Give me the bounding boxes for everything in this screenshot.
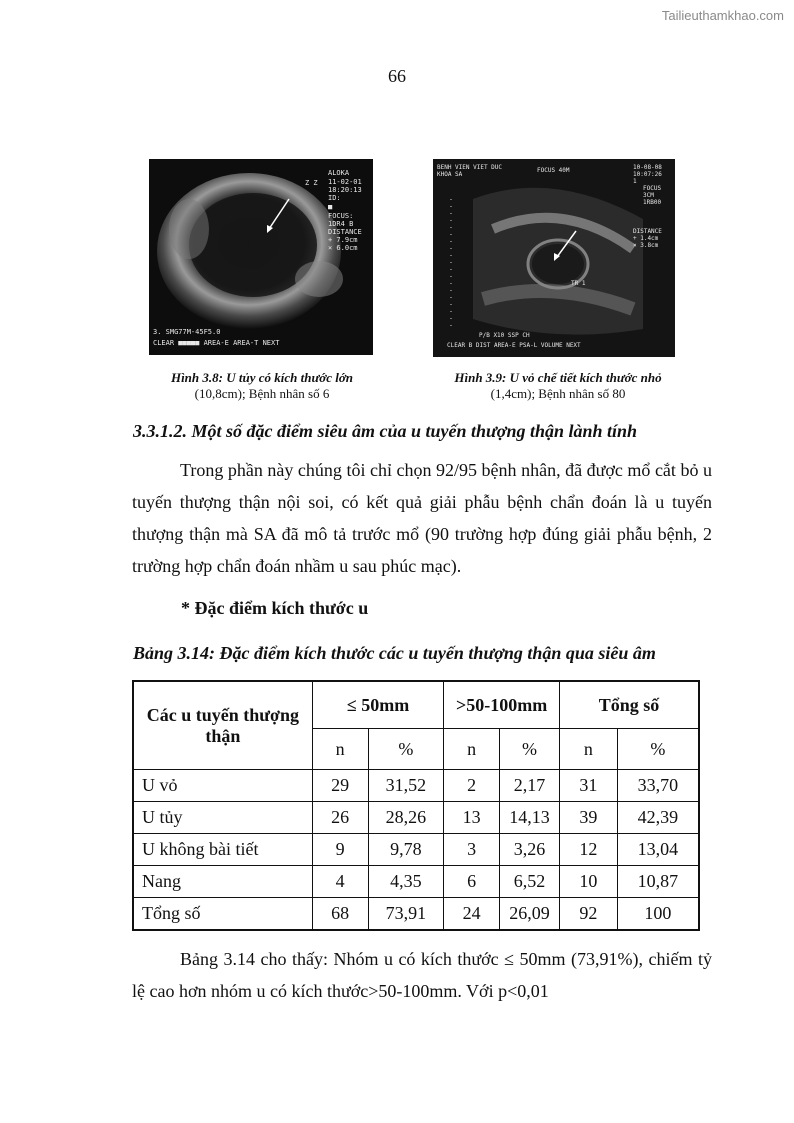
overlay-text: 10:07:26 xyxy=(633,171,662,178)
overlay-text: 3. SMG77M-45F5.0 xyxy=(153,328,221,336)
column-subheader: n xyxy=(312,729,368,770)
table-row xyxy=(133,866,699,898)
section-heading: 3.3.1.2. Một số đặc điểm siêu âm của u tuyến thượng thận lành tính xyxy=(133,421,638,441)
table-row xyxy=(133,834,699,866)
table-cell: 9 xyxy=(312,834,368,866)
table-cell: 3 xyxy=(444,834,500,866)
table-row xyxy=(133,898,699,931)
row-label: Nang xyxy=(133,866,312,898)
overlay-text: TR 1 xyxy=(571,280,586,287)
page-number: 66 xyxy=(388,66,406,86)
figure-caption xyxy=(140,370,384,402)
table-cell: 29 xyxy=(312,770,368,802)
overlay-text: 18:20:13 xyxy=(328,186,362,194)
ultrasound-image-medulla-tumor xyxy=(149,159,373,355)
body-paragraph: Trong phần này chúng tôi chỉ chọn 92/95 bệnh nhân, đã được mổ cắt bỏ u tuyến thượng thận nội soi, có kết quả giải phẫu bệnh chẩn đoán là u tuyến thượng thận mà SA đã mô tả trước mổ (90 trường hợp đúng giải phẫu bệnh, 2 trường hợp chẩn đoán nhầm u sau phúc mạc). xyxy=(132,460,712,576)
body-paragraph: Bảng 3.14 cho thấy: Nhóm u có kích thước ≤ 50mm (73,91%), chiếm tỷ lệ cao hơn nhóm u có kích thước>50-100mm. Với p<0,01 xyxy=(132,949,712,1001)
column-subheader: % xyxy=(368,729,444,770)
column-group-header: ≤ 50mm xyxy=(312,681,444,729)
overlay-text: × 6.0cm xyxy=(328,244,358,252)
row-label: Tổng số xyxy=(133,898,312,931)
table-cell: 14,13 xyxy=(500,802,560,834)
row-label: U không bài tiết xyxy=(133,834,312,866)
row-header-cell: Các u tuyến thượng thận xyxy=(133,681,312,770)
table-cell: 39 xyxy=(559,802,617,834)
figure-caption-subtitle: (10,8cm); Bệnh nhân số 6 xyxy=(194,386,330,401)
overlay-text: 11-02-01 xyxy=(328,178,362,186)
row-label: U tủy xyxy=(133,802,312,834)
overlay-text: BENH VIEN VIET DUC xyxy=(437,164,503,171)
overlay-text: Z Z xyxy=(305,179,318,187)
table-cell: 6 xyxy=(444,866,500,898)
tumor-size-table xyxy=(132,680,700,931)
figure-caption-subtitle: (1,4cm); Bệnh nhân số 80 xyxy=(490,386,626,401)
table-cell: 68 xyxy=(312,898,368,931)
table-cell: 10,87 xyxy=(617,866,699,898)
table-cell: 2,17 xyxy=(500,770,560,802)
table-cell: 12 xyxy=(559,834,617,866)
table-cell: 13,04 xyxy=(617,834,699,866)
overlay-text: DISTANCE xyxy=(633,228,662,235)
column-group-header: >50-100mm xyxy=(444,681,560,729)
table-cell: 100 xyxy=(617,898,699,931)
overlay-text: + 1.4cm xyxy=(633,235,659,242)
overlay-text: 10-08-08 xyxy=(633,164,662,171)
overlay-text: ID: xyxy=(328,194,341,202)
row-label: U vỏ xyxy=(133,770,312,802)
overlay-text: KHOA SA xyxy=(437,171,463,178)
column-group-header: Tổng số xyxy=(559,681,699,729)
table-cell: 28,26 xyxy=(368,802,444,834)
overlay-text: FOCUS: xyxy=(328,212,354,220)
table-cell: 4 xyxy=(312,866,368,898)
sub-heading: * Đặc điểm kích thước u xyxy=(181,598,369,618)
watermark: Tailieuthamkhao.com xyxy=(661,8,784,23)
overlay-text: + 7.9cm xyxy=(328,236,358,244)
table-cell: 2 xyxy=(444,770,500,802)
table-cell: 26 xyxy=(312,802,368,834)
table-cell: 13 xyxy=(444,802,500,834)
column-subheader: % xyxy=(500,729,560,770)
table-cell: 92 xyxy=(559,898,617,931)
overlay-text: FOCUS 40M xyxy=(537,167,570,174)
table-cell: 10 xyxy=(559,866,617,898)
overlay-text: FOCUS xyxy=(643,185,662,192)
table-cell: 9,78 xyxy=(368,834,444,866)
overlay-text: 3CM xyxy=(643,192,654,199)
column-subheader: n xyxy=(559,729,617,770)
overlay-text: 1RB00 xyxy=(643,199,662,206)
overlay-text: × 3.8cm xyxy=(633,242,659,249)
overlay-text: 1 xyxy=(633,178,637,185)
ultrasound-image-cortex-tumor xyxy=(433,159,675,357)
overlay-text: ALOKA xyxy=(328,169,350,177)
overlay-text: P/B X10 SSP CH xyxy=(479,332,530,339)
table-cell: 6,52 xyxy=(500,866,560,898)
column-subheader: % xyxy=(617,729,699,770)
overlay-text: ■ xyxy=(328,203,333,211)
table-row xyxy=(133,802,699,834)
overlay-text: CLEAR ■■■■■ AREA-E AREA-T NEXT xyxy=(153,339,280,347)
table-row xyxy=(133,770,699,802)
table-cell: 31,52 xyxy=(368,770,444,802)
overlay-text: CLEAR B DIST AREA-E PSA-L VOLUME NEXT xyxy=(447,342,581,349)
table-cell: 24 xyxy=(444,898,500,931)
overlay-text: 1DR4 B xyxy=(328,220,354,228)
figure-caption xyxy=(420,370,696,402)
table-cell: 33,70 xyxy=(617,770,699,802)
figure-caption-title: Hình 3.8: U tủy có kích thước lớn xyxy=(170,370,354,385)
table-cell: 73,91 xyxy=(368,898,444,931)
overlay-text: DISTANCE xyxy=(328,228,362,236)
column-subheader: n xyxy=(444,729,500,770)
table-cell: 31 xyxy=(559,770,617,802)
table-title: Bảng 3.14: Đặc điểm kích thước các u tuyến thượng thận qua siêu âm xyxy=(133,643,656,663)
table-cell: 3,26 xyxy=(500,834,560,866)
table-cell: 4,35 xyxy=(368,866,444,898)
figure-caption-title: Hình 3.9: U vỏ chế tiết kích thước nhỏ xyxy=(454,370,662,385)
table-cell: 42,39 xyxy=(617,802,699,834)
table-cell: 26,09 xyxy=(500,898,560,931)
